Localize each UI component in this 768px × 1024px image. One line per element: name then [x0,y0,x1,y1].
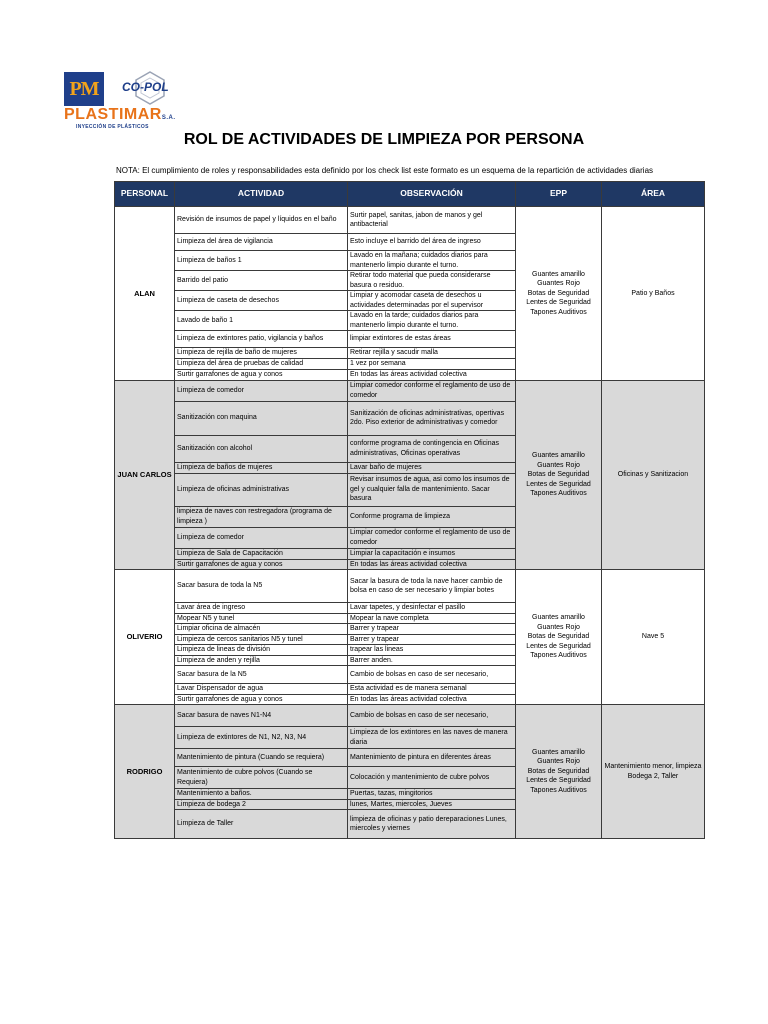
activity-cell: Limpieza de extintores patio, vigilancia y baños [175,331,348,348]
observation-cell: Cambio de bolsas en caso de ser necesario, [348,666,516,684]
activity-cell: Limpiar oficina de almacén [175,624,348,635]
activity-cell: Limpieza del área de pruebas de calidad [175,359,348,370]
activity-cell: Limpieza de caseta de desechos [175,291,348,311]
personal-cell: RODRIGO [115,705,175,839]
activity-cell: Surtir garrafones de agua y conos [175,370,348,381]
activity-cell: Revisión de insumos de papel y líquidos en el baño [175,207,348,234]
personal-cell: OLIVERIO [115,570,175,705]
observation-cell: Lavado en la mañana; cuidados diarios para mantenerlo limpio durante el turno. [348,251,516,271]
observation-cell: Lavar baño de mujeres [348,462,516,473]
activity-cell: Mopear N5 y tunel [175,613,348,624]
activity-cell: limpieza de naves con restregadora (programa de limpieza ) [175,506,348,527]
epp-cell: Guantes amarillo Guantes Rojo Botas de Seguridad Lentes de Seguridad Tapones Auditivos [516,207,602,381]
activity-cell: Mantenimiento a baños. [175,789,348,800]
plastimar-wordmark: PLASTIMARS.A. [64,106,176,123]
activity-cell: Lavar área de ingreso [175,603,348,614]
observation-cell: En todas las áreas actividad colectiva [348,370,516,381]
activity-cell: Limpieza del área de vigilancia [175,234,348,251]
observation-cell: Esto incluye el barrido del área de ingreso [348,234,516,251]
document-title: ROL DE ACTIVIDADES DE LIMPIEZA POR PERSONA [183,131,585,148]
observation-cell: Limpieza de los extintores en las naves de manera diaria [348,727,516,749]
observation-cell: limpieza de oficinas y patio dereparaciones Lunes, miercoles y viernes [348,810,516,839]
observation-cell: Lavar tapetes, y desinfectar el pasillo [348,603,516,614]
area-cell: Patio y Baños [602,207,705,381]
plastimar-tagline: INYECCIÓN DE PLÁSTICOS [76,124,149,130]
area-cell: Oficinas y Sanitizacion [602,380,705,570]
observation-cell: Mopear la nave completa [348,613,516,624]
activity-cell: Limpieza de baños de mujeres [175,462,348,473]
observation-cell: En todas las áreas actividad colectiva [348,559,516,570]
epp-cell: Guantes amarillo Guantes Rojo Botas de Seguridad Lentes de Seguridad Tapones Auditivos [516,705,602,839]
activity-cell: Limpieza de Taller [175,810,348,839]
observation-cell: En todas las áreas actividad colectiva [348,694,516,705]
observation-cell: Esta actividad es de manera semanal [348,684,516,695]
activity-cell: Mantenimiento de cubre polvos (Cuando se Requiera) [175,767,348,789]
activity-cell: Limpieza de comedor [175,527,348,548]
activity-cell: Lavado de baño 1 [175,311,348,331]
activity-cell: Limpieza de bodega 2 [175,799,348,810]
observation-cell: Limpiar la capacitación e insumos [348,548,516,559]
header-area: ÁREA [602,182,705,207]
header-observacion: OBSERVACIÓN [348,182,516,207]
observation-cell: conforme programa de contingencia en Oficinas administrativas, Oficinas operativas [348,435,516,462]
observation-cell: Limpiar comedor conforme el reglamento de uso de comedor [348,380,516,401]
observation-cell: Puertas, tazas, mingitorios [348,789,516,800]
activity-cell: Mantenimiento de pintura (Cuando se requiera) [175,749,348,767]
activity-cell: Limpieza de anden y rejilla [175,655,348,666]
note-text: NOTA: El cumplimiento de roles y responsabilidades esta definido por los check list este formato es un esquema de la repartición de actividades diarias [116,166,654,175]
activity-cell: Limpieza de rejilla de baño de mujeres [175,348,348,359]
observation-cell: Colocación y mantenimiento de cubre polvos [348,767,516,789]
activity-cell: Sanitización con maquina [175,401,348,435]
observation-cell: trapear las lineas [348,645,516,656]
copol-logo-text: CO-POL [122,80,169,94]
header-epp: EPP [516,182,602,207]
activity-cell: Sanitización con alcohol [175,435,348,462]
observation-cell: Barrer y trapear [348,624,516,635]
observation-cell: Retirar rejilla y sacudir malla [348,348,516,359]
activity-cell: Sacar basura de naves N1-N4 [175,705,348,727]
observation-cell: Retirar todo material que pueda considerarse basura o residuo. [348,271,516,291]
activity-cell: Limpieza de comedor [175,380,348,401]
activity-cell: Limpieza de cercos sanitarios N5 y tunel [175,634,348,645]
table-row [115,570,705,603]
observation-cell: Barrer y trapear [348,634,516,645]
table-row [115,207,705,234]
epp-cell: Guantes amarillo Guantes Rojo Botas de Seguridad Lentes de Seguridad Tapones Auditivos [516,380,602,570]
activity-cell: Surtir garrafones de agua y conos [175,694,348,705]
observation-cell: limpiar extintores de estas áreas [348,331,516,348]
activity-cell: Limpieza de extintores de N1, N2, N3, N4 [175,727,348,749]
area-cell: Nave 5 [602,570,705,705]
activities-table [114,181,705,839]
activity-cell: Limpieza de baños 1 [175,251,348,271]
observation-cell: Surtir papel, sanitas, jabon de manos y gel antibacterial [348,207,516,234]
table-body [115,207,705,839]
header-actividad: ACTIVIDAD [175,182,348,207]
activity-cell: Surtir garrafones de agua y conos [175,559,348,570]
observation-cell: Mantenimiento de pintura en diferentes áreas [348,749,516,767]
activity-cell: Limpieza de Sala de Capacitación [175,548,348,559]
pm-logo-mark: PM [64,72,104,106]
observation-cell: Cambio de bolsas en caso de ser necesario, [348,705,516,727]
header-personal: PERSONAL [115,182,175,207]
activity-cell: Sacar basura de toda la N5 [175,570,348,603]
epp-cell: Guantes amarillo Guantes Rojo Botas de Seguridad Lentes de Seguridad Tapones Auditivos [516,570,602,705]
table-header-row [115,182,705,207]
activity-cell: Lavar Dispensador de agua [175,684,348,695]
observation-cell: Limpiar comedor conforme el reglamento de uso de comedor [348,527,516,548]
area-cell: Mantenimiento menor, limpieza Bodega 2, Taller [602,705,705,839]
observation-cell: Conforme programa de limpieza [348,506,516,527]
personal-cell: JUAN CARLOS [115,380,175,570]
observation-cell: Sanitización de oficinas administrativas, opertivas 2do. Piso exterior de administrativas y comedor [348,401,516,435]
observation-cell: Lavado en la tarde; cuidados diarios para mantenerlo limpio durante el turno. [348,311,516,331]
observation-cell: Barrer anden. [348,655,516,666]
personal-cell: ALAN [115,207,175,381]
observation-cell: 1 vez por semana [348,359,516,370]
activity-cell: Limpieza de lineas de división [175,645,348,656]
observation-cell: Limpiar y acomodar caseta de desechos u actividades determinadas por el supervisor [348,291,516,311]
table-row [115,705,705,727]
company-logo [64,70,184,132]
observation-cell: lunes, Martes, miercoles, Jueves [348,799,516,810]
activity-cell: Sacar basura de la N5 [175,666,348,684]
activity-cell: Barrido del patio [175,271,348,291]
table-row [115,380,705,401]
observation-cell: Sacar la basura de toda la nave hacer cambio de bolsa en caso de ser necesario y limpiar botes [348,570,516,603]
activity-cell: Limpieza de oficinas administrativas [175,473,348,506]
observation-cell: Revisar insumos de agua, asi como los insumos de gel y cualquier falla de mantenimiento. Sacar basura [348,473,516,506]
